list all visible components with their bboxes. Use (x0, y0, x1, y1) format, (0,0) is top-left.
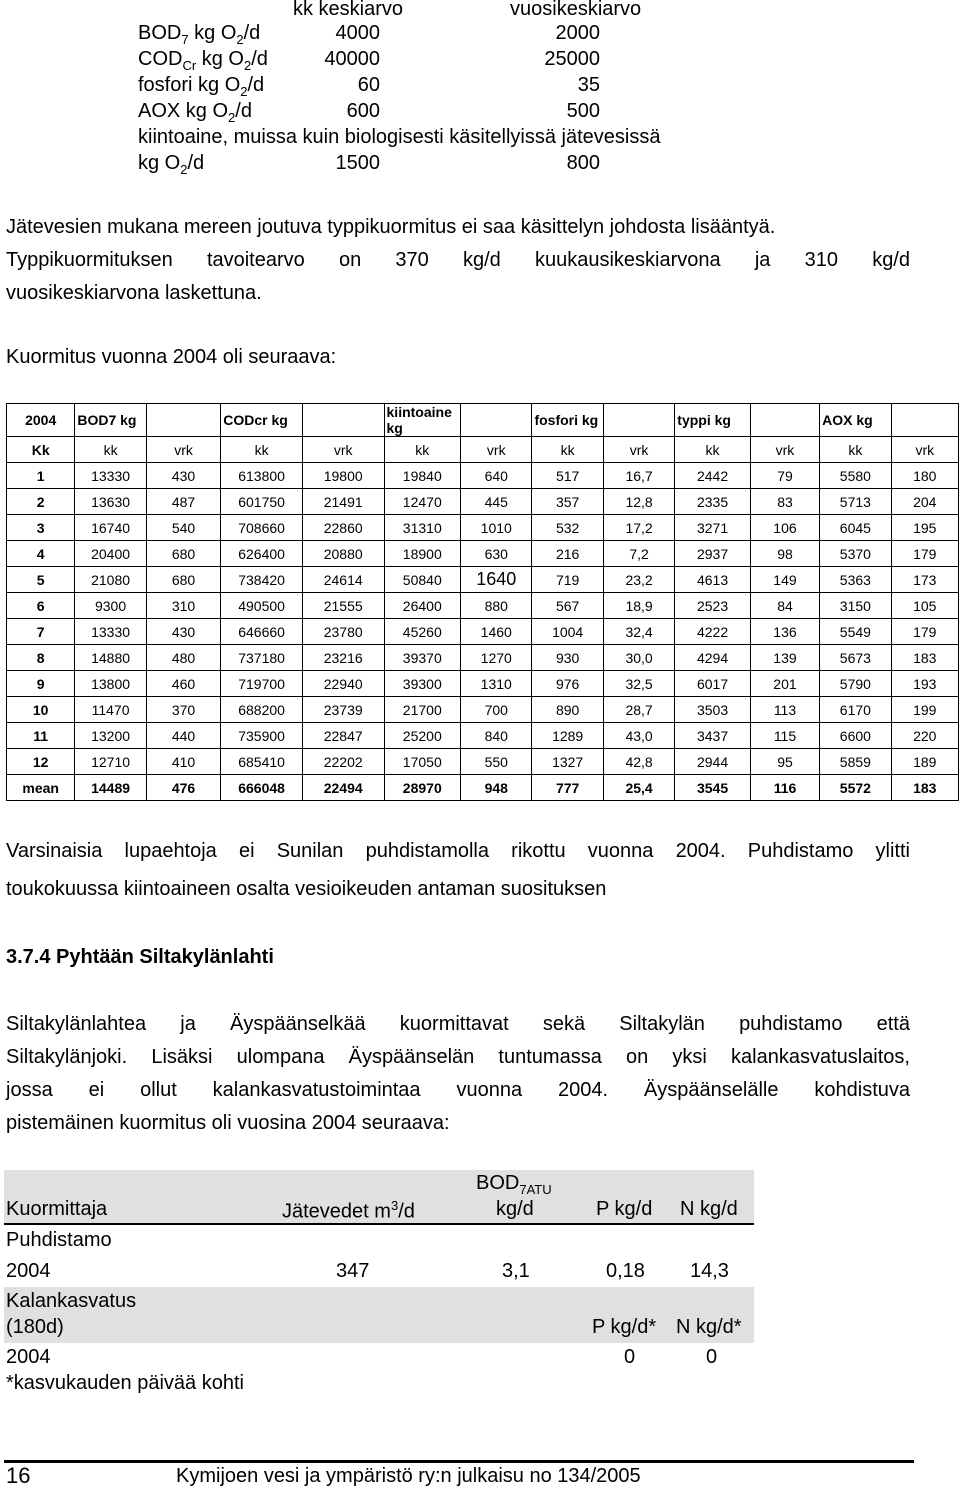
value-cell: 183 (891, 645, 958, 671)
limit-kk-value: 1500 (335, 152, 380, 174)
value-cell: 2442 (675, 463, 751, 489)
col-p: P kg/d (596, 1198, 653, 1220)
value-cell: 106 (750, 515, 819, 541)
value-cell: 14880 (75, 645, 146, 671)
value-cell: 540 (146, 515, 220, 541)
value-cell: 16,7 (603, 463, 674, 489)
month-cell: 9 (7, 671, 75, 697)
value-cell: 1010 (461, 515, 532, 541)
table-row (7, 593, 959, 619)
value-cell: 136 (750, 619, 819, 645)
value-cell: 6170 (820, 697, 891, 723)
table-row (7, 541, 959, 567)
paragraph-siltakylanlahti (6, 1008, 910, 1140)
cell-p: 0,18 (606, 1260, 645, 1282)
month-cell: 3 (7, 515, 75, 541)
table-row (7, 567, 959, 593)
value-cell: 21555 (302, 593, 384, 619)
value-cell: 22860 (302, 515, 384, 541)
mean-cell: 666048 (221, 775, 303, 801)
limit-label-cod: $COD_{Cr}$ kg $O_2/d$ (138, 48, 268, 73)
value-cell: 13800 (75, 671, 146, 697)
value-cell: 23216 (302, 645, 384, 671)
value-cell: 490500 (221, 593, 303, 619)
value-cell: 43,0 (603, 723, 674, 749)
mean-cell: 22494 (302, 775, 384, 801)
value-cell: 22940 (302, 671, 384, 697)
value-cell: 1310 (461, 671, 532, 697)
value-cell: 19800 (302, 463, 384, 489)
limit-kk-value: 600 (346, 100, 380, 122)
row-kalankasvatus: Kalankasvatus (6, 1290, 137, 1312)
col-p-star: P kg/d* (592, 1316, 657, 1338)
value-cell: 12,8 (603, 489, 674, 515)
footer-rule (4, 1460, 914, 1463)
value-cell: 13330 (75, 619, 146, 645)
value-cell: 840 (461, 723, 532, 749)
value-cell: 79 (750, 463, 819, 489)
value-cell: 17,2 (603, 515, 674, 541)
limit-vuosi-value: 25000 (544, 48, 600, 70)
limit-kk-value: 4000 (335, 22, 380, 44)
value-cell: 83 (750, 489, 819, 515)
value-cell: 23739 (302, 697, 384, 723)
cell-n: 0 (706, 1346, 718, 1368)
subheader-cell: kk (221, 437, 303, 463)
header-cell (891, 404, 958, 437)
mean-cell: 3545 (675, 775, 751, 801)
value-cell: 1327 (532, 749, 603, 775)
subheader-cell: vrk (891, 437, 958, 463)
value-cell: 2523 (675, 593, 751, 619)
col-kuormittaja: Kuormittaja (6, 1198, 108, 1220)
value-cell: 19840 (384, 463, 461, 489)
table-row (7, 671, 959, 697)
paragraph-line: toukokuussa kiintoaineen osalta vesioikeuden antaman suosituksen (6, 878, 607, 900)
subheader-cell: vrk (302, 437, 384, 463)
value-cell: 5790 (820, 671, 891, 697)
value-cell: 5713 (820, 489, 891, 515)
value-cell: 32,5 (603, 671, 674, 697)
cell-year: 2004 (6, 1260, 51, 1282)
value-cell: 487 (146, 489, 220, 515)
value-cell: 21491 (302, 489, 384, 515)
header-cell: kiintoaine kg (384, 404, 461, 437)
limit-vuosi-value: 800 (566, 152, 600, 174)
value-cell: 12470 (384, 489, 461, 515)
limit-vuosi-value: 35 (577, 74, 600, 96)
paragraph-line: pistemäinen kuormitus oli vuosina 2004 seuraava: (6, 1112, 450, 1134)
col-jatevedet: Jätevedet $m^3/d$ (282, 1198, 415, 1223)
limit-kiintoaine-line: kiintoaine, muissa kuin biologisesti käsitellyissä jätevesissä (138, 126, 661, 148)
value-cell: 1270 (461, 645, 532, 671)
value-cell: 20400 (75, 541, 146, 567)
table-mean-row (7, 775, 959, 801)
subheader-cell: vrk (146, 437, 220, 463)
value-cell: 5580 (820, 463, 891, 489)
subheader-cell: vrk (750, 437, 819, 463)
value-cell: 567 (532, 593, 603, 619)
cell-bod: 3,1 (502, 1260, 530, 1282)
table-header-row (7, 404, 959, 437)
value-cell: 3437 (675, 723, 751, 749)
col-bod-unit: kg/d (496, 1198, 534, 1220)
value-cell: 18,9 (603, 593, 674, 619)
value-cell: 626400 (221, 541, 303, 567)
header-cell: fosfori kg (532, 404, 603, 437)
paragraph-line: Siltakylänlahtea ja Äyspäänselkää kuormittavat sekä Siltakylän puhdistamo että (6, 1013, 910, 1035)
value-cell: 480 (146, 645, 220, 671)
value-cell: 1460 (461, 619, 532, 645)
mean-cell: 777 (532, 775, 603, 801)
value-cell: 6045 (820, 515, 891, 541)
mean-cell: mean (7, 775, 75, 801)
paragraph-lupaehdot (6, 832, 910, 908)
paragraph-line: Varsinaisia lupaehtoja ei Sunilan puhdistamolla rikottu vuonna 2004. Puhdistamo ylitti (6, 840, 910, 862)
value-cell: 5673 (820, 645, 891, 671)
paragraph-line: jossa ei ollut kalankasvatustoimintaa vuonna 2004. Äyspäänselälle kohdistuva (6, 1079, 910, 1101)
mean-cell: 5572 (820, 775, 891, 801)
value-cell: 517 (532, 463, 603, 489)
limit-kk-value: 40000 (324, 48, 380, 70)
value-cell: 6600 (820, 723, 891, 749)
row-puhdistamo: Puhdistamo (6, 1229, 112, 1251)
footnote: *kasvukauden päivää kohti (6, 1372, 244, 1394)
value-cell: 680 (146, 567, 220, 593)
value-cell: 189 (891, 749, 958, 775)
value-cell: 24614 (302, 567, 384, 593)
value-cell: 179 (891, 619, 958, 645)
value-cell: 195 (891, 515, 958, 541)
month-cell: 8 (7, 645, 75, 671)
value-cell: 9300 (75, 593, 146, 619)
paragraph-line: vuosikeskiarvona laskettuna. (6, 282, 262, 304)
value-cell: 199 (891, 697, 958, 723)
paragraph-line: Jätevesien mukana mereen joutuva typpikuormitus ei saa käsittelyn johdosta lisääntyä. (6, 216, 776, 238)
value-cell: 11470 (75, 697, 146, 723)
value-cell: 50840 (384, 567, 461, 593)
page-number: 16 (6, 1463, 31, 1488)
subheader-cell: kk (820, 437, 891, 463)
table-row (7, 645, 959, 671)
subheader-cell: Kk (7, 437, 75, 463)
value-cell: 640 (461, 463, 532, 489)
footer-publication: Kymijoen vesi ja ympäristö ry:n julkaisu no 134/2005 (176, 1465, 641, 1487)
value-cell: 680 (146, 541, 220, 567)
value-cell: 3150 (820, 593, 891, 619)
value-cell: 26400 (384, 593, 461, 619)
value-cell: 735900 (221, 723, 303, 749)
mean-cell: 948 (461, 775, 532, 801)
value-cell: 601750 (221, 489, 303, 515)
value-cell: 445 (461, 489, 532, 515)
value-cell: 22202 (302, 749, 384, 775)
value-cell: 738420 (221, 567, 303, 593)
month-cell: 11 (7, 723, 75, 749)
table-row (7, 489, 959, 515)
value-cell: 13630 (75, 489, 146, 515)
table-subheader-row (7, 437, 959, 463)
table-row (7, 515, 959, 541)
month-cell: 7 (7, 619, 75, 645)
value-cell: 18900 (384, 541, 461, 567)
value-cell: 139 (750, 645, 819, 671)
value-cell: 4294 (675, 645, 751, 671)
limit-label-bod: $BOD_7$ kg $O_2/d$ (138, 22, 261, 47)
value-cell: 201 (750, 671, 819, 697)
value-cell: 370 (146, 697, 220, 723)
value-cell: 32,4 (603, 619, 674, 645)
value-cell: 4613 (675, 567, 751, 593)
paragraph-kuormitus-intro: Kuormitus vuonna 2004 oli seuraava: (6, 346, 337, 368)
table-row (7, 463, 959, 489)
paragraph-line: Typpikuormituksen tavoitearvo on 370 kg/d kuukausikeskiarvona ja 310 kg/d (6, 249, 910, 271)
value-cell: 193 (891, 671, 958, 697)
value-cell: 173 (891, 567, 958, 593)
mean-cell: 28970 (384, 775, 461, 801)
value-cell: 204 (891, 489, 958, 515)
mean-cell: 116 (750, 775, 819, 801)
header-cell (146, 404, 220, 437)
header-vuosikeskiarvo: vuosikeskiarvo (510, 0, 642, 20)
month-cell: 12 (7, 749, 75, 775)
value-cell: 216 (532, 541, 603, 567)
value-cell: 890 (532, 697, 603, 723)
value-cell: 410 (146, 749, 220, 775)
value-cell: 630 (461, 541, 532, 567)
limit-kk-value: 60 (357, 74, 380, 96)
value-cell: 180 (891, 463, 958, 489)
value-cell: 430 (146, 463, 220, 489)
value-cell: 21080 (75, 567, 146, 593)
month-cell: 1 (7, 463, 75, 489)
cell-p: 0 (624, 1346, 636, 1368)
subheader-cell: kk (532, 437, 603, 463)
value-cell: 1004 (532, 619, 603, 645)
value-cell: 5363 (820, 567, 891, 593)
value-cell: 45260 (384, 619, 461, 645)
value-cell: 13330 (75, 463, 146, 489)
table-row (7, 749, 959, 775)
value-cell: 20880 (302, 541, 384, 567)
value-cell: 719700 (221, 671, 303, 697)
month-cell: 10 (7, 697, 75, 723)
load-table-2004 (6, 403, 959, 801)
value-cell: 719 (532, 567, 603, 593)
value-cell: 2335 (675, 489, 751, 515)
value-cell: 12710 (75, 749, 146, 775)
value-cell: 42,8 (603, 749, 674, 775)
col-n: N kg/d (680, 1198, 738, 1220)
month-cell: 2 (7, 489, 75, 515)
value-cell: 95 (750, 749, 819, 775)
table-row (7, 697, 959, 723)
paragraph-typpikuormitus (6, 211, 910, 310)
limit-vuosi-value: 500 (566, 100, 600, 122)
value-cell: 149 (750, 567, 819, 593)
value-cell: 17050 (384, 749, 461, 775)
mean-cell: 25,4 (603, 775, 674, 801)
header-cell (750, 404, 819, 437)
section-heading: 3.7.4 Pyhtään Siltakylänlahti (6, 946, 274, 968)
value-cell: 28,7 (603, 697, 674, 723)
value-cell: 23,2 (603, 567, 674, 593)
value-cell: 105 (891, 593, 958, 619)
value-cell: 440 (146, 723, 220, 749)
header-cell (603, 404, 674, 437)
value-cell: 880 (461, 593, 532, 619)
value-cell: 930 (532, 645, 603, 671)
value-cell: 16740 (75, 515, 146, 541)
cell-n: 14,3 (690, 1260, 729, 1282)
value-cell: 98 (750, 541, 819, 567)
value-cell: 2944 (675, 749, 751, 775)
value-cell: 113 (750, 697, 819, 723)
value-cell: 737180 (221, 645, 303, 671)
header-kk-keskiarvo: kk keskiarvo (293, 0, 404, 20)
value-cell: 430 (146, 619, 220, 645)
header-cell: AOX kg (820, 404, 891, 437)
value-cell: 532 (532, 515, 603, 541)
table-row (7, 619, 959, 645)
header-cell (302, 404, 384, 437)
mean-cell: 14489 (75, 775, 146, 801)
limit-vuosi-value: 2000 (555, 22, 600, 44)
subheader-cell: kk (675, 437, 751, 463)
month-cell: 5 (7, 567, 75, 593)
value-cell: 460 (146, 671, 220, 697)
value-cell: 550 (461, 749, 532, 775)
limit-label-kiintoaine: kg $O_2/d$ (138, 152, 205, 177)
cell-year: 2004 (6, 1346, 51, 1368)
row-kalankasvatus-days: (180d) (6, 1316, 64, 1338)
mean-cell: 183 (891, 775, 958, 801)
col-bod-label: $BOD_{7ATU}$ (476, 1172, 552, 1197)
value-cell: 6017 (675, 671, 751, 697)
value-cell: 5549 (820, 619, 891, 645)
limit-label-aox: AOX kg $O_2/d$ (138, 100, 252, 125)
value-cell: 115 (750, 723, 819, 749)
subheader-cell: vrk (603, 437, 674, 463)
value-cell: 31310 (384, 515, 461, 541)
header-cell: typpi kg (675, 404, 751, 437)
value-cell: 39300 (384, 671, 461, 697)
value-cell: 21700 (384, 697, 461, 723)
value-cell: 688200 (221, 697, 303, 723)
subheader-cell: vrk (461, 437, 532, 463)
value-cell: 310 (146, 593, 220, 619)
header-cell: BOD7 kg (75, 404, 146, 437)
subheader-cell: kk (384, 437, 461, 463)
value-cell: 976 (532, 671, 603, 697)
col-n-star: N kg/d* (676, 1316, 742, 1338)
value-cell: 613800 (221, 463, 303, 489)
header-cell (461, 404, 532, 437)
value-cell: 30,0 (603, 645, 674, 671)
value-cell: 685410 (221, 749, 303, 775)
value-cell: 2937 (675, 541, 751, 567)
mean-cell: 476 (146, 775, 220, 801)
value-cell: 84 (750, 593, 819, 619)
value-cell: 13200 (75, 723, 146, 749)
paragraph-line: Siltakylänjoki. Lisäksi ulompana Äyspäänselän tuntumassa on yksi kalankasvatuslaitos, (6, 1046, 910, 1068)
value-cell: 4222 (675, 619, 751, 645)
value-cell: 1640 (461, 567, 532, 593)
month-cell: 4 (7, 541, 75, 567)
value-cell: 5859 (820, 749, 891, 775)
value-cell: 25200 (384, 723, 461, 749)
value-cell: 1289 (532, 723, 603, 749)
table-row (7, 723, 959, 749)
value-cell: 357 (532, 489, 603, 515)
value-cell: 3503 (675, 697, 751, 723)
cell-jatevedet: 347 (336, 1260, 370, 1282)
month-cell: 6 (7, 593, 75, 619)
value-cell: 22847 (302, 723, 384, 749)
header-cell: CODcr kg (221, 404, 303, 437)
value-cell: 5370 (820, 541, 891, 567)
value-cell: 220 (891, 723, 958, 749)
value-cell: 3271 (675, 515, 751, 541)
subheader-cell: kk (75, 437, 146, 463)
value-cell: 7,2 (603, 541, 674, 567)
value-cell: 23780 (302, 619, 384, 645)
value-cell: 708660 (221, 515, 303, 541)
header-cell: 2004 (7, 404, 75, 437)
value-cell: 179 (891, 541, 958, 567)
limit-label-fosfori: fosfori kg $O_2/d$ (138, 74, 265, 99)
value-cell: 646660 (221, 619, 303, 645)
value-cell: 39370 (384, 645, 461, 671)
value-cell: 700 (461, 697, 532, 723)
